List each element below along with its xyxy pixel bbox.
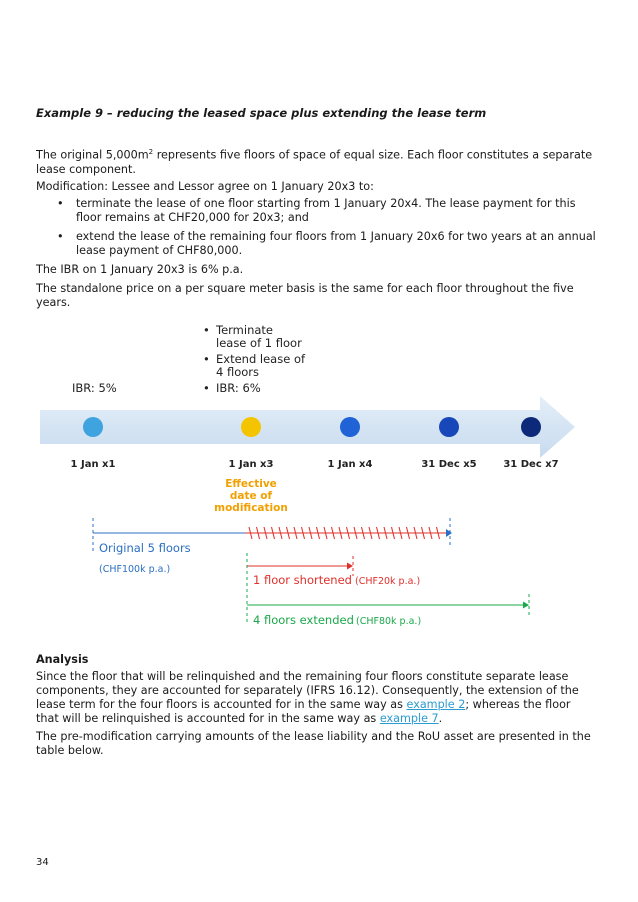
milestone-dot-x4: [340, 417, 360, 437]
extended-label: 4 floors extended: [253, 613, 354, 627]
shortened-label: 1 floor shortened: [253, 573, 352, 587]
paragraph-standalone-price: The standalone price on a per square meter basis is the same for each floor throughout the five years.: [36, 282, 574, 309]
p1-text-b: represents five floors of space of equal size. Each floor constitutes a separate lease component.: [36, 148, 593, 176]
date-label: 1 Jan x4: [327, 459, 373, 470]
extended-amount: (CHF80k p.a.): [356, 616, 422, 627]
ibr-left-label: IBR: 5%: [72, 381, 117, 395]
example-title: Example 9 – reducing the leased space plus extending the lease term: [36, 106, 487, 120]
table-intro-paragraph: The pre-modification carrying amounts of the lease liability and the RoU asset are presented in the table below.: [36, 730, 591, 757]
date-label: 1 Jan x1: [70, 459, 116, 470]
mod-bullet-icon: •: [203, 323, 210, 337]
mod-bullet-2b: 4 floors: [216, 365, 260, 379]
date-label: 31 Dec x5: [421, 459, 477, 470]
milestone-dot-x1: [83, 417, 103, 437]
shortened-arrowhead: [347, 563, 353, 570]
mod-bullet-1a: Terminate: [216, 323, 273, 337]
date-label: 31 Dec x7: [503, 459, 559, 470]
milestone-dot-x7: [521, 417, 541, 437]
mod-bullet-1b: lease of 1 floor: [216, 336, 302, 350]
bullet-text: terminate the lease of one floor starting from 1 January 20x4. The lease payment for this floor remains at CHF20,000 for 20x3; and: [76, 197, 576, 224]
original-floors-label: Original 5 floors: [99, 541, 191, 555]
analysis-text-a: Since the floor that will be relinquished and the remaining four floors constitute separate lease components, they are accounted for separately (IFRS 16.12). Consequently, the extension of the lease term for the four floors is accounted for in the same way as: [36, 670, 579, 711]
example-7-link[interactable]: example 7: [379, 712, 439, 725]
p1-text-a: The original 5,000m: [36, 148, 149, 162]
milestone-dot-x3: [241, 417, 261, 437]
original-hatched-segment: [245, 527, 446, 539]
effective-label-2: date of: [229, 490, 273, 502]
effective-label-1: Effective: [225, 478, 277, 490]
analysis-text-b: ; whereas the floor that will be relinquished is accounted for in the same way as: [36, 698, 571, 725]
original-arrowhead: [446, 529, 452, 537]
page-number: 34: [36, 857, 49, 868]
analysis-heading: Analysis: [36, 653, 89, 666]
extended-arrowhead: [523, 602, 529, 609]
mod-bullet-2a: Extend lease of: [216, 352, 306, 366]
paragraph-ibr: The IBR on 1 January 20x3 is 6% p.a.: [36, 263, 244, 276]
paragraph-modification: Modification: Lessee and Lessor agree on 1 January 20x3 to:: [36, 180, 374, 193]
original-floors-amount: (CHF100k p.a.): [99, 564, 171, 575]
bullet-dot-icon: •: [57, 197, 64, 210]
analysis-text-c: .: [438, 712, 443, 725]
shortened-amount: (CHF20k p.a.): [355, 576, 421, 587]
p1-superscript: 2: [148, 148, 154, 156]
analysis-paragraph: [36, 670, 596, 726]
mod-bullet-3: IBR: 6%: [216, 381, 261, 395]
example-2-link[interactable]: example 2: [406, 698, 466, 711]
bullet-text: extend the lease of the remaining four floors from 1 January 20x6 for two years at an annual lease payment of CHF80,000.: [76, 230, 596, 257]
mod-bullet-icon: •: [203, 381, 210, 395]
effective-label-3: modification: [214, 502, 288, 514]
milestone-dot-x5: [439, 417, 459, 437]
bullet-dot-icon: •: [57, 230, 64, 243]
mod-bullet-icon: •: [203, 352, 210, 366]
timeline-arrow: [40, 396, 575, 458]
date-label: 1 Jan x3: [228, 459, 274, 470]
